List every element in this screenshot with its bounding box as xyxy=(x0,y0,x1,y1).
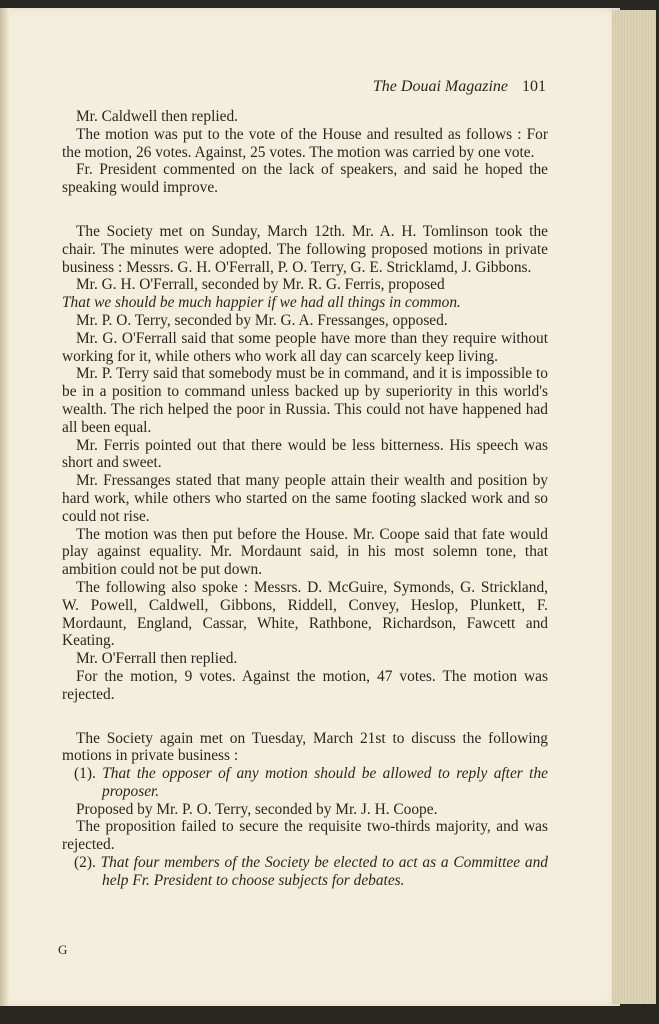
paragraph: Fr. President commented on the lack of speakers, and said he hoped the speaking would improve. xyxy=(62,161,548,197)
paragraph: The motion was then put before the House. Mr. Coope said that fate would play against equality. Mr. Mordaunt said, in his most solemn tone, that ambition could not be put down. xyxy=(62,525,548,579)
page-edges xyxy=(612,10,656,1004)
motion-text: That four members of the Society be elected to act as a Committee and help Fr. President to choose subjects for debates. xyxy=(100,854,548,889)
running-header xyxy=(60,78,546,96)
paragraph: Mr. G. O'Ferrall said that some people have more than they require without working for it, while others who work all day can scarcely keep living. xyxy=(62,329,548,365)
paragraph: Proposed by Mr. P. O. Terry, seconded by Mr. J. H. Coope. xyxy=(76,800,438,818)
paragraph: Mr. O'Ferrall then replied. xyxy=(76,650,238,668)
paragraph: Mr. P. O. Terry, seconded by Mr. G. A. Fressanges, opposed. xyxy=(76,311,448,329)
motion-number: (2). xyxy=(74,854,96,872)
paragraph: The Society again met on Tuesday, March 21st to discuss the following motions in private business : xyxy=(62,729,548,765)
paragraph: Mr. P. Terry said that somebody must be in command, and it is impossible to be in a position to command unless backed up by superiority in this world's wealth. The rich helped the poor in Russia. This could not have happened had all been equal. xyxy=(62,365,548,436)
paragraph: Mr. Ferris pointed out that there would be less bitterness. His speech was short and sweet. xyxy=(62,436,548,472)
page-number: 101 xyxy=(522,78,546,95)
numbered-motion xyxy=(62,854,548,890)
article-body xyxy=(62,108,548,890)
running-title: The Douai Magazine xyxy=(372,78,508,95)
signature-mark: G xyxy=(58,942,68,957)
paragraph: The motion was put to the vote of the House and resulted as follows : For the motion, 26 votes. Against, 25 votes. The motion was carried by one vote. xyxy=(62,125,548,161)
paragraph: The following also spoke : Messrs. D. McGuire, Symonds, G. Strickland, W. Powell, Caldwell, Gibbons, Riddell, Convey, Heslop, Plunkett, F. Mordaunt, England, Cassar, White, Rathbone, Richardson, Fawcett and Keating. xyxy=(62,578,548,650)
motion-text: That we should be much happier if we had all things in common. xyxy=(62,294,461,312)
paragraph: Mr. Fressanges stated that many people attain their wealth and position by hard work, while others who started on the same footing slacked work and so could not rise. xyxy=(62,472,548,525)
paragraph: Mr. Caldwell then replied. xyxy=(76,108,238,125)
paragraph: The proposition failed to secure the requisite two-thirds majority, and was rejected. xyxy=(62,818,548,854)
numbered-motion xyxy=(62,765,548,801)
motion-number: (1). xyxy=(74,765,96,783)
paragraph: Mr. G. H. O'Ferrall, seconded by Mr. R. G. Ferris, proposed xyxy=(76,276,445,294)
gutter-shadow xyxy=(0,8,10,1006)
paragraph: For the motion, 9 votes. Against the motion, 47 votes. The motion was rejected. xyxy=(62,667,548,703)
paragraph: The Society met on Sunday, March 12th. Mr. A. H. Tomlinson took the chair. The minutes were adopted. The following proposed motions in private business : Messrs. G. H. O'Ferrall, P. O. Terry, G. E. Stricklamd, J. Gibbons. xyxy=(62,222,548,276)
motion-text: That the opposer of any motion should be allowed to reply after the proposer. xyxy=(102,765,548,800)
